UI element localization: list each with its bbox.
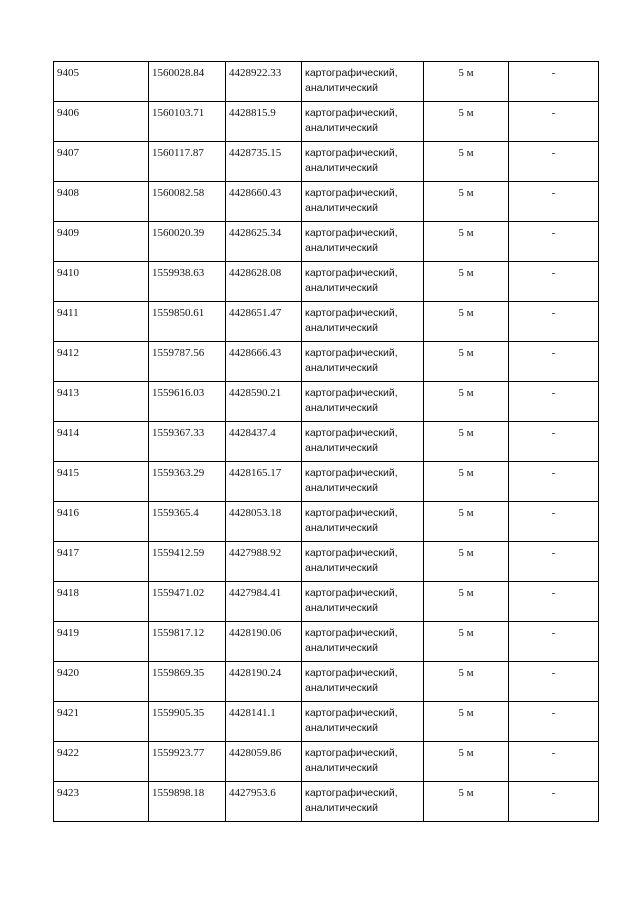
point-number-cell: 9409 bbox=[54, 222, 149, 262]
y-coordinate-cell: 4428660.43 bbox=[226, 182, 302, 222]
method-cell: картографический, аналитический bbox=[302, 582, 424, 622]
y-coordinate-cell: 4428190.24 bbox=[226, 662, 302, 702]
table-row bbox=[54, 742, 599, 782]
accuracy-cell: 5 м bbox=[424, 262, 509, 302]
accuracy-cell: 5 м bbox=[424, 422, 509, 462]
x-coordinate-cell: 1559787.56 bbox=[149, 342, 226, 382]
note-cell: - bbox=[509, 182, 599, 222]
method-cell: картографический, аналитический bbox=[302, 782, 424, 822]
table-row bbox=[54, 462, 599, 502]
point-number-cell: 9418 bbox=[54, 582, 149, 622]
x-coordinate-cell: 1560020.39 bbox=[149, 222, 226, 262]
table-row bbox=[54, 582, 599, 622]
y-coordinate-cell: 4428059.86 bbox=[226, 742, 302, 782]
method-cell: картографический, аналитический bbox=[302, 262, 424, 302]
accuracy-cell: 5 м bbox=[424, 382, 509, 422]
method-cell: картографический, аналитический bbox=[302, 542, 424, 582]
table-body bbox=[54, 62, 599, 822]
y-coordinate-cell: 4428437.4 bbox=[226, 422, 302, 462]
x-coordinate-cell: 1559869.35 bbox=[149, 662, 226, 702]
note-cell: - bbox=[509, 222, 599, 262]
accuracy-cell: 5 м bbox=[424, 462, 509, 502]
y-coordinate-cell: 4428590.21 bbox=[226, 382, 302, 422]
table-row bbox=[54, 102, 599, 142]
table-row bbox=[54, 702, 599, 742]
table-row bbox=[54, 222, 599, 262]
accuracy-cell: 5 м bbox=[424, 222, 509, 262]
x-coordinate-cell: 1560117.87 bbox=[149, 142, 226, 182]
point-number-cell: 9415 bbox=[54, 462, 149, 502]
note-cell: - bbox=[509, 102, 599, 142]
note-cell: - bbox=[509, 622, 599, 662]
point-number-cell: 9416 bbox=[54, 502, 149, 542]
y-coordinate-cell: 4428922.33 bbox=[226, 62, 302, 102]
method-cell: картографический, аналитический bbox=[302, 382, 424, 422]
table-row bbox=[54, 662, 599, 702]
method-cell: картографический, аналитический bbox=[302, 342, 424, 382]
note-cell: - bbox=[509, 502, 599, 542]
accuracy-cell: 5 м bbox=[424, 622, 509, 662]
note-cell: - bbox=[509, 662, 599, 702]
point-number-cell: 9413 bbox=[54, 382, 149, 422]
accuracy-cell: 5 м bbox=[424, 302, 509, 342]
x-coordinate-cell: 1559898.18 bbox=[149, 782, 226, 822]
method-cell: картографический, аналитический bbox=[302, 102, 424, 142]
y-coordinate-cell: 4427984.41 bbox=[226, 582, 302, 622]
point-number-cell: 9406 bbox=[54, 102, 149, 142]
y-coordinate-cell: 4428735.15 bbox=[226, 142, 302, 182]
point-number-cell: 9419 bbox=[54, 622, 149, 662]
y-coordinate-cell: 4428141.1 bbox=[226, 702, 302, 742]
accuracy-cell: 5 м bbox=[424, 542, 509, 582]
x-coordinate-cell: 1559363.29 bbox=[149, 462, 226, 502]
table-row bbox=[54, 422, 599, 462]
method-cell: картографический, аналитический bbox=[302, 182, 424, 222]
note-cell: - bbox=[509, 742, 599, 782]
method-cell: картографический, аналитический bbox=[302, 462, 424, 502]
note-cell: - bbox=[509, 62, 599, 102]
point-number-cell: 9422 bbox=[54, 742, 149, 782]
table-row bbox=[54, 302, 599, 342]
x-coordinate-cell: 1560082.58 bbox=[149, 182, 226, 222]
table-row bbox=[54, 182, 599, 222]
note-cell: - bbox=[509, 462, 599, 502]
note-cell: - bbox=[509, 382, 599, 422]
method-cell: картографический, аналитический bbox=[302, 142, 424, 182]
point-number-cell: 9414 bbox=[54, 422, 149, 462]
method-cell: картографический, аналитический bbox=[302, 302, 424, 342]
table-row bbox=[54, 542, 599, 582]
y-coordinate-cell: 4428190.06 bbox=[226, 622, 302, 662]
note-cell: - bbox=[509, 342, 599, 382]
note-cell: - bbox=[509, 702, 599, 742]
accuracy-cell: 5 м bbox=[424, 102, 509, 142]
x-coordinate-cell: 1559616.03 bbox=[149, 382, 226, 422]
x-coordinate-cell: 1559923.77 bbox=[149, 742, 226, 782]
point-number-cell: 9420 bbox=[54, 662, 149, 702]
table-row bbox=[54, 342, 599, 382]
x-coordinate-cell: 1559471.02 bbox=[149, 582, 226, 622]
accuracy-cell: 5 м bbox=[424, 742, 509, 782]
accuracy-cell: 5 м bbox=[424, 502, 509, 542]
method-cell: картографический, аналитический bbox=[302, 622, 424, 662]
y-coordinate-cell: 4428625.34 bbox=[226, 222, 302, 262]
x-coordinate-cell: 1559905.35 bbox=[149, 702, 226, 742]
accuracy-cell: 5 м bbox=[424, 62, 509, 102]
point-number-cell: 9423 bbox=[54, 782, 149, 822]
accuracy-cell: 5 м bbox=[424, 702, 509, 742]
method-cell: картографический, аналитический bbox=[302, 702, 424, 742]
method-cell: картографический, аналитический bbox=[302, 662, 424, 702]
x-coordinate-cell: 1560103.71 bbox=[149, 102, 226, 142]
accuracy-cell: 5 м bbox=[424, 782, 509, 822]
table-row bbox=[54, 262, 599, 302]
note-cell: - bbox=[509, 262, 599, 302]
accuracy-cell: 5 м bbox=[424, 582, 509, 622]
point-number-cell: 9410 bbox=[54, 262, 149, 302]
accuracy-cell: 5 м bbox=[424, 182, 509, 222]
note-cell: - bbox=[509, 542, 599, 582]
note-cell: - bbox=[509, 302, 599, 342]
y-coordinate-cell: 4428165.17 bbox=[226, 462, 302, 502]
table-row bbox=[54, 382, 599, 422]
point-number-cell: 9417 bbox=[54, 542, 149, 582]
table-row bbox=[54, 62, 599, 102]
x-coordinate-cell: 1560028.84 bbox=[149, 62, 226, 102]
x-coordinate-cell: 1559938.63 bbox=[149, 262, 226, 302]
point-number-cell: 9407 bbox=[54, 142, 149, 182]
y-coordinate-cell: 4427953.6 bbox=[226, 782, 302, 822]
point-number-cell: 9411 bbox=[54, 302, 149, 342]
point-number-cell: 9408 bbox=[54, 182, 149, 222]
method-cell: картографический, аналитический bbox=[302, 222, 424, 262]
note-cell: - bbox=[509, 142, 599, 182]
point-number-cell: 9412 bbox=[54, 342, 149, 382]
table-row bbox=[54, 502, 599, 542]
accuracy-cell: 5 м bbox=[424, 142, 509, 182]
y-coordinate-cell: 4428628.08 bbox=[226, 262, 302, 302]
x-coordinate-cell: 1559365.4 bbox=[149, 502, 226, 542]
y-coordinate-cell: 4428053.18 bbox=[226, 502, 302, 542]
method-cell: картографический, аналитический bbox=[302, 62, 424, 102]
method-cell: картографический, аналитический bbox=[302, 742, 424, 782]
x-coordinate-cell: 1559850.61 bbox=[149, 302, 226, 342]
accuracy-cell: 5 м bbox=[424, 342, 509, 382]
note-cell: - bbox=[509, 422, 599, 462]
method-cell: картографический, аналитический bbox=[302, 422, 424, 462]
x-coordinate-cell: 1559367.33 bbox=[149, 422, 226, 462]
x-coordinate-cell: 1559412.59 bbox=[149, 542, 226, 582]
y-coordinate-cell: 4428815.9 bbox=[226, 102, 302, 142]
table-row bbox=[54, 782, 599, 822]
point-number-cell: 9421 bbox=[54, 702, 149, 742]
accuracy-cell: 5 м bbox=[424, 662, 509, 702]
note-cell: - bbox=[509, 582, 599, 622]
y-coordinate-cell: 4427988.92 bbox=[226, 542, 302, 582]
method-cell: картографический, аналитический bbox=[302, 502, 424, 542]
coordinates-table bbox=[53, 61, 599, 822]
x-coordinate-cell: 1559817.12 bbox=[149, 622, 226, 662]
table-row bbox=[54, 622, 599, 662]
y-coordinate-cell: 4428651.47 bbox=[226, 302, 302, 342]
y-coordinate-cell: 4428666.43 bbox=[226, 342, 302, 382]
table-row bbox=[54, 142, 599, 182]
point-number-cell: 9405 bbox=[54, 62, 149, 102]
note-cell: - bbox=[509, 782, 599, 822]
